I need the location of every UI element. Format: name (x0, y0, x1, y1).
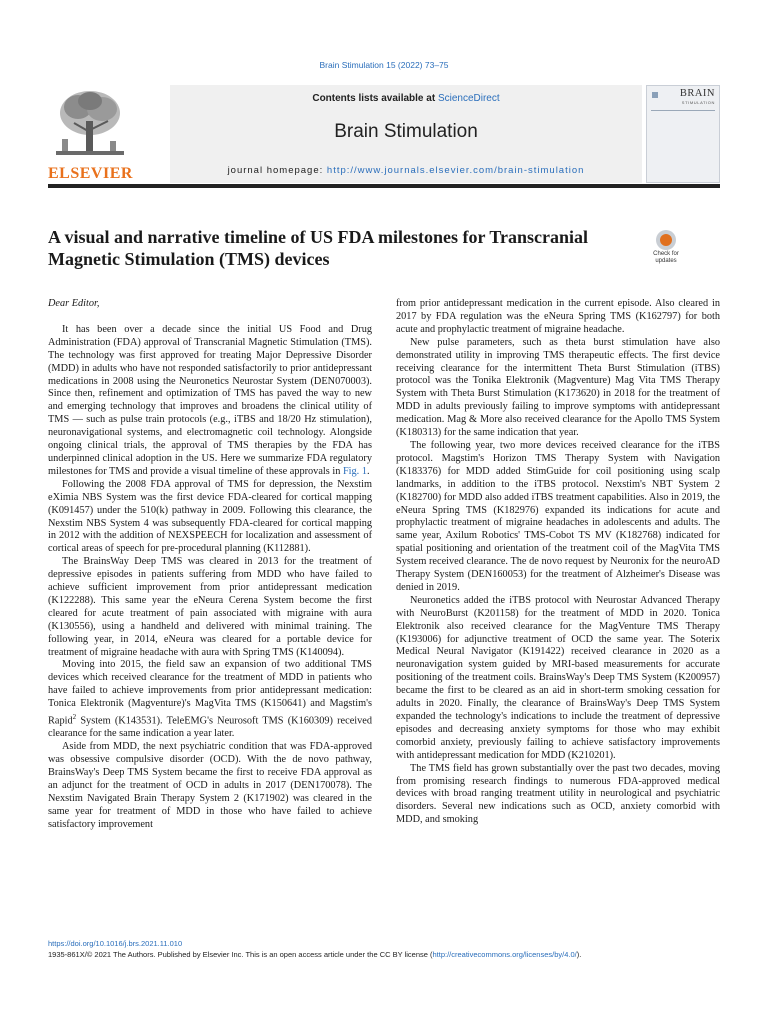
cover-subtitle: STIMULATION (681, 100, 715, 105)
elsevier-wordmark: ELSEVIER (48, 165, 133, 182)
sciencedirect-link[interactable]: ScienceDirect (437, 93, 500, 104)
paragraph: Moving into 2015, the field saw an expansion of two additional TMS devices which received clearance for the treatment of MDD in patients who have failed to achieve improvements from prior antidepressant medication: Tonica Elektronik (Magventure)'s MagVita TMS (K150641) and Magstim's Rapid$^2$ System (K143531). TeleEMG's Neurosoft TMS (K160309) received clearance for the same indication a year later. (48, 659, 372, 740)
masthead (48, 85, 720, 187)
check-for-updates-label: Check for updates (653, 251, 679, 264)
elsevier-logo[interactable] (48, 85, 132, 183)
figure-1-link[interactable]: Fig. 1 (342, 465, 367, 477)
left-column (48, 298, 372, 832)
homepage-link[interactable]: http://www.journals.elsevier.com/brain-stimulation (326, 165, 585, 176)
header-rule (48, 184, 720, 188)
paragraph: New pulse parameters, such as theta burst stimulation have also demonstrated utility in improving TMS therapeutic effects. The first device receiving clearance for the intermittent Theta Burst Stimulation (iTBS) protocol was the Tonika Elektronik (Magventure) Mag Vita TMS Therapy System with Theta Burst Stimulation (K173620) in 2018 for the treatment of MDD in adults previously failing to improve symptoms with antidepressant medication. Mag & More also received clearance for the Apollo TMS System (K180313) for the same indication that year. (396, 336, 720, 439)
journal-title: Brain Stimulation (334, 121, 478, 142)
cover-divider (651, 110, 715, 111)
homepage-label: journal homepage: (227, 165, 327, 176)
contents-prefix: Contents lists available at (312, 93, 438, 104)
page-footer (48, 938, 720, 960)
salutation: Dear Editor, (48, 298, 100, 309)
article-title: A visual and narrative timeline of US FDA milestones for Transcranial Magnetic Stimulation (TMS) devices (48, 227, 588, 269)
contents-line (170, 93, 642, 104)
license-line: 1935-861X/© 2021 The Authors. Published by Elsevier Inc. This is an open access article under the CC BY license (http://creativecommons.org/licenses/by/4.0/). (48, 950, 582, 959)
doi-link[interactable]: https://doi.org/10.1016/j.brs.2021.11.010 (48, 939, 183, 948)
paragraph: from prior antidepressant medication in the current episode. Also cleared in 2017 by FDA regulation was the eNeura Spring TMS (K162797) for both acute and prophylactic treatment of migraine headache. (396, 298, 720, 335)
paragraph: The TMS field has grown substantially over the past two decades, moving from promising research findings to numerous FDA-approved medical devices with broad ranging treatment utility in neurological and psychiatric disorders. Several new indications such as OCD, anxiety comorbid with MDD, and smoking (396, 762, 720, 826)
cover-mark-icon (652, 92, 658, 98)
paragraph: Aside from MDD, the next psychiatric condition that was FDA-approved was obsessive compulsive disorder (OCD). With the de novo pathway, BrainsWay's Deep TMS System became the first to receive FDA approval as an adjunct for the treatment of OCD in adults in 2017 (DEN170078). The Nexstim Navigated Brain Therapy System 2 (K171902) was cleared in the same year for treatment of MDD in those who have failed to achieve satisfactory improvement (48, 741, 372, 830)
journal-cover-thumbnail[interactable] (646, 85, 720, 183)
paragraph: The BrainsWay Deep TMS was cleared in 2013 for the treatment of depressive episodes in patients suffering from MDD who have failed to achieve sufficient improvement from prior antidepressant medication (K122288). This same year the eNeura Cerena System become the first cleared for acute treatment of pain associated with migraine with aura (K130556), using a handheld and delivered with minimal training. The following year, in 2014, eNeura was cleared for a portable device for treatment of migraine headache with aura with Spring TMS (K140094). (48, 556, 372, 658)
paragraph: The following year, two more devices received clearance for the iTBS protocol. Magstim's Horizon TMS Therapy System with Navigation (K183376) for MDD added StimGuide for coil positioning using scalp landmarks, in addition to the iTBS protocol. Nexstim's NBT System 2 (K182700) for MDD also added iTBS treatment capabilities. Also in 2019, the eNeura Spring TMS (K182976) expanded its indications for acute and prophylactic treatment of migraine headaches in adolescents and adults. The same year, Axilum Robotics' TMS-Cobot TS MV (K182768) indicated for spatial positioning and orientation of the treatment coil of the MagVita TMS System received clearance. The de novo request by Neuronix for the neuroAD Therapy System (DEN160053) for the treatment of Alzheimer's Disease was denied in 2019. (396, 439, 720, 593)
right-column (396, 298, 720, 827)
cover-title: BRAIN (679, 88, 715, 99)
journal-header-band (170, 85, 642, 183)
paragraph: It has been over a decade since the initial US Food and Drug Administration (FDA) approval of Transcranial Magnetic Stimulation (TMS). The technology was first approved for treating Major Depressive Disorder (MDD) in adults who have not responded satisfactorily to prior antidepressant medications in 2008 using the Neuronetics Neurostar System (DEN070003). Since then, refinement and optimization of TMS has paved the way to new and emerging technology that improves and broadens the clinical utility of TMS — such as pulse train protocols (e.g., iTBS and 18/20 Hz stimulation), neuronavigational systems, and electromagnetic coil technology. Alongside ongoing clinical trials, the approval of TMS therapies by the FDA has underpinned clinical adoption in the US. Here we summarize FDA regulatory milestones for TMS and provide a visual timeline of these approvals in Fig. 1. (48, 323, 372, 477)
elsevier-tree-icon (52, 87, 128, 161)
paragraph: Neuronetics added the iTBS protocol with Neurostar Advanced Therapy with NeuroBurst (K201158) for the treatment of MDD in 2020. Tonica Elektronik also received clearance for the MagVenture TMS Therapy (K193006) for adjunctive treatment of OCD the same year. The Soterix Medical Neural Navigator (K191422) received clearance in 2020 as a neuronavigation system guided by MRI-based measurements for accurate positioning of the treatment coils. BrainsWay's Deep TMS System (K200957) became the first to be cleared as an aid in short-term smoking cessation for adults in 2020. Finally, the clearance of BrainsWay's Deep TMS System expanded the technology's indications to include the treatment of depressive episodes and decreasing anxiety symptoms for those who may exhibit comorbid anxiety, previously failing to achieve satisfactory improvements with antidepressant medication for MDD (K210201). (396, 594, 720, 761)
check-for-updates-badge[interactable] (646, 230, 686, 268)
check-for-updates-icon (656, 230, 676, 250)
cc-license-link[interactable]: http://creativecommons.org/licenses/by/4.0/ (432, 950, 577, 959)
paragraph: Following the 2008 FDA approval of TMS for depression, the Nexstim eXimia NBS System was the first device FDA-cleared for cortical mapping (K091457) under the 510(k) pathway in 2009. Following this clearance, the Nexstim NBS System 4 was subsequently FDA-cleared for cortical mapping in 2012 with the addition of NEXSPEECH for localization and assessment of cortical areas of speech for pre-procedural planning (K112881). (48, 478, 372, 555)
journal-citation[interactable]: Brain Stimulation 15 (2022) 73–75 (319, 60, 449, 70)
journal-homepage (170, 165, 642, 176)
